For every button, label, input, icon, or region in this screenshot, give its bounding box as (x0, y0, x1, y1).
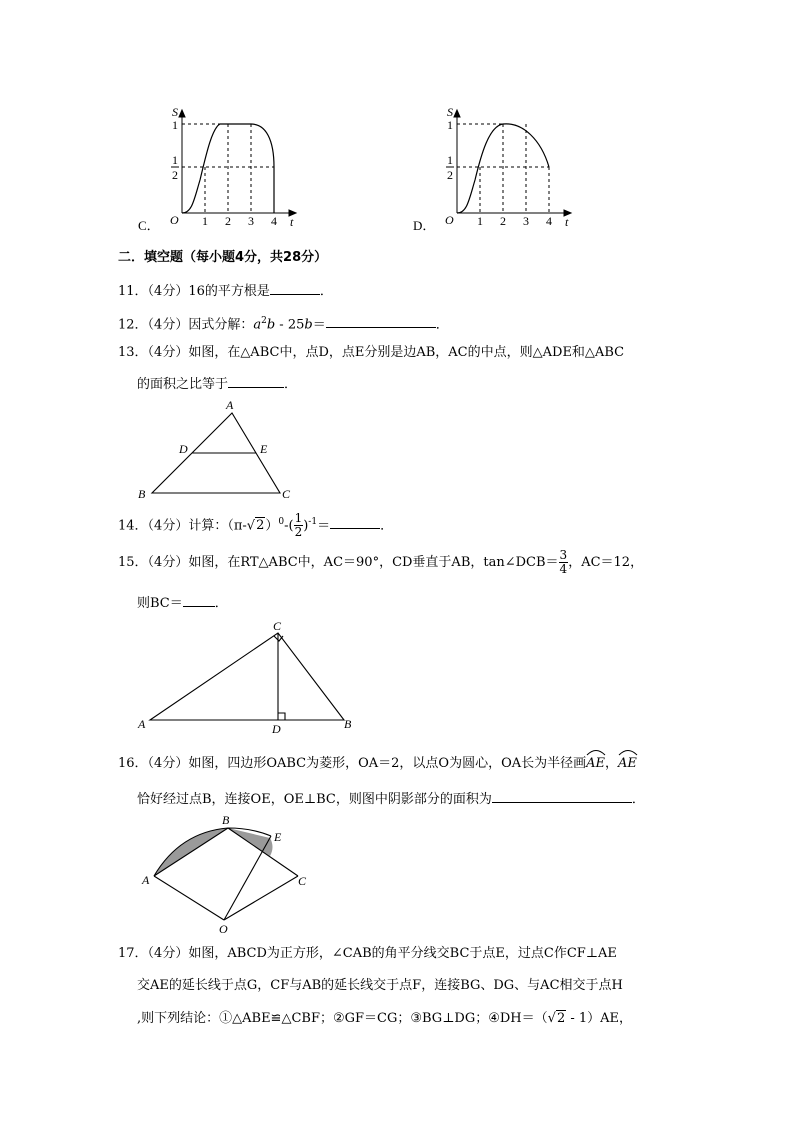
q16-figure (130, 812, 330, 937)
q17-line1: 17．（4分）如图，ABCD为正方形，∠CAB的角平分线交BC于点E，过点C作CF⊥AE (118, 946, 617, 961)
q15-label-d: D (272, 722, 281, 736)
graph-c-label: C． (138, 218, 160, 233)
q15-end: ． (214, 596, 228, 611)
graph-c-origin: O (170, 213, 179, 227)
question-16-line2 (137, 789, 645, 809)
graph-d-y-tick-half-num: 1 (447, 153, 453, 167)
question-15-line1 (118, 548, 643, 578)
graph-c-x-tick-3: 3 (248, 214, 254, 228)
graph-c-s-axis: S (172, 105, 178, 119)
q12-var-a: a (253, 317, 262, 333)
q16-label-b: B (222, 813, 230, 827)
graph-d-y-tick-1: 1 (447, 118, 453, 132)
graph-d-x-tick-2: 2 (500, 214, 506, 228)
q12-eq: ＝ (312, 317, 326, 333)
q11-end: ． (319, 284, 333, 299)
q16-label-c: C (298, 874, 307, 888)
q14-end: ． (380, 518, 394, 534)
q14-minus: - (242, 518, 247, 534)
q16-arc2-label: AE (618, 756, 637, 771)
q14-prefix: 14．（4分）计算：（π (118, 518, 243, 534)
q16-arc1-label: AE (586, 756, 606, 771)
q13-label-a: A (226, 398, 234, 412)
graph-c (130, 100, 310, 235)
question-17-line3: ,则下列结论：①△ABE≌△CBF；②GF＝CG；③BG⊥DG；④DH＝（√2 - 1）AE， (137, 1011, 633, 1026)
q16-line2: 恰好经过点B，连接OE，OE⊥BC，则图中阴影部分的面积为 (137, 792, 492, 807)
q14-close2: ) (303, 518, 309, 534)
q16-arc1 (586, 755, 605, 773)
q16-line1-a: 16．（4分）如图，四边形OABC为菱形，OA＝2，以点O为圆心，OA长为半径画 (118, 756, 587, 771)
q13-figure (130, 396, 305, 506)
q17-sqrt: 2 (556, 1011, 566, 1026)
q14-sqrt: 2 (256, 518, 265, 534)
q15-frac-num: 3 (559, 548, 568, 562)
graph-c-y-tick-half-num: 1 (172, 153, 178, 167)
section-title: 二．填空题（每小题4分，共28分） (118, 250, 328, 265)
q15-line1-c: ，AC＝12， (568, 555, 644, 570)
q11-answer-blank[interactable] (270, 281, 320, 295)
q16-end: ． (631, 792, 645, 807)
q15-label-c: C (273, 619, 282, 633)
q12-answer-blank[interactable] (326, 314, 436, 328)
q16-label-a: A (142, 873, 150, 887)
q12-var-b2: b (304, 317, 313, 333)
question-14: 14．（4分）计算：$(\pi-√2)^0-$( $\frac{1}{2}$ )$^{-1}$＝ ． (118, 511, 394, 540)
q14-mid: -( (284, 518, 294, 534)
q12-end: ． (435, 317, 449, 333)
graph-c-y-tick-1: 1 (172, 118, 178, 132)
graph-c-x-tick-4: 4 (271, 214, 277, 228)
q15-line1-a: 15．（4分）如图，在 (118, 555, 241, 570)
graph-d-x-tick-4: 4 (546, 214, 552, 228)
q15-line2: 则BC＝ (137, 596, 183, 611)
q14-close: ） (265, 518, 279, 534)
q15-fraction (559, 549, 569, 576)
q14-fraction (294, 512, 304, 539)
graph-d-x-tick-1: 1 (477, 214, 483, 228)
graph-c-x-tick-2: 2 (225, 214, 231, 228)
q14-frac-den: 2 (294, 525, 303, 540)
q16-label-e: E (274, 830, 282, 844)
q14-eq: ＝ (317, 518, 331, 534)
question-15-line2 (137, 593, 228, 613)
q11-text: 11．（4分）16的平方根是 (118, 284, 270, 299)
q13-end: ． (284, 377, 298, 392)
q12-exp: 2 (261, 316, 267, 326)
q12-var-b: b (266, 317, 276, 333)
q12-prefix: 12．（4分）因式分解： (118, 317, 254, 333)
q13-label-b: B (138, 487, 146, 501)
graph-c-t-axis: t (290, 215, 294, 229)
q14-frac-num: 1 (294, 511, 303, 526)
q14-exp-neg: -1 (308, 517, 318, 527)
graph-d-x-tick-3: 3 (523, 214, 529, 228)
q15-line1-b: RT△ABC中，AC＝90°，CD垂直于AB，tan∠DCB＝ (240, 555, 559, 570)
q13-line2: 的面积之比等于 (137, 377, 229, 392)
question-13-line2 (137, 374, 297, 394)
question-12 (118, 312, 449, 334)
graph-d-label: D． (413, 218, 436, 233)
q13-label-c: C (282, 487, 291, 501)
q15-answer-blank[interactable] (183, 593, 215, 607)
graph-c-y-tick-half-den: 2 (172, 168, 178, 182)
q15-frac-den: 4 (559, 562, 568, 576)
graph-c-x-tick-1: 1 (202, 214, 208, 228)
q13-label-e: E (260, 442, 268, 456)
q16-arc2 (618, 755, 637, 773)
q14-answer-blank[interactable] (330, 515, 380, 529)
graph-d-origin: O (445, 213, 454, 227)
q15-label-a: A (138, 717, 146, 731)
graph-d (405, 100, 585, 235)
q16-label-o: O (219, 922, 228, 936)
q13-label-d: D (179, 442, 188, 456)
q15-figure (130, 615, 360, 740)
graph-d-y-tick-half-den: 2 (447, 168, 453, 182)
q13-line1: 13．（4分）如图，在△ABC中，点D，点E分别是边AB，AC的中点，则△ADE和△ABC (118, 345, 625, 360)
question-16-line1 (118, 755, 637, 773)
graph-d-s-axis: S (447, 105, 453, 119)
q16-line1-b: ， (605, 756, 619, 771)
q14-exp0: 0 (278, 517, 285, 527)
q13-answer-blank[interactable] (228, 374, 284, 388)
q16-answer-blank[interactable] (492, 789, 632, 803)
graph-d-t-axis: t (565, 215, 569, 229)
q15-label-b: B (344, 717, 352, 731)
q17-line3-a: ,则下列结论：①△ABE≌△CBF；②GF＝CG；③BG⊥DG；④DH＝（ (137, 1011, 548, 1026)
question-11 (118, 281, 333, 301)
q12-rest: - 25 (275, 317, 305, 333)
q17-line3-b: - 1）AE， (566, 1011, 633, 1026)
q17-line2: 交AE的延长线于点G，CF与AB的延长线交于点F，连接BG、DG、与AC相交于点H (137, 978, 623, 993)
